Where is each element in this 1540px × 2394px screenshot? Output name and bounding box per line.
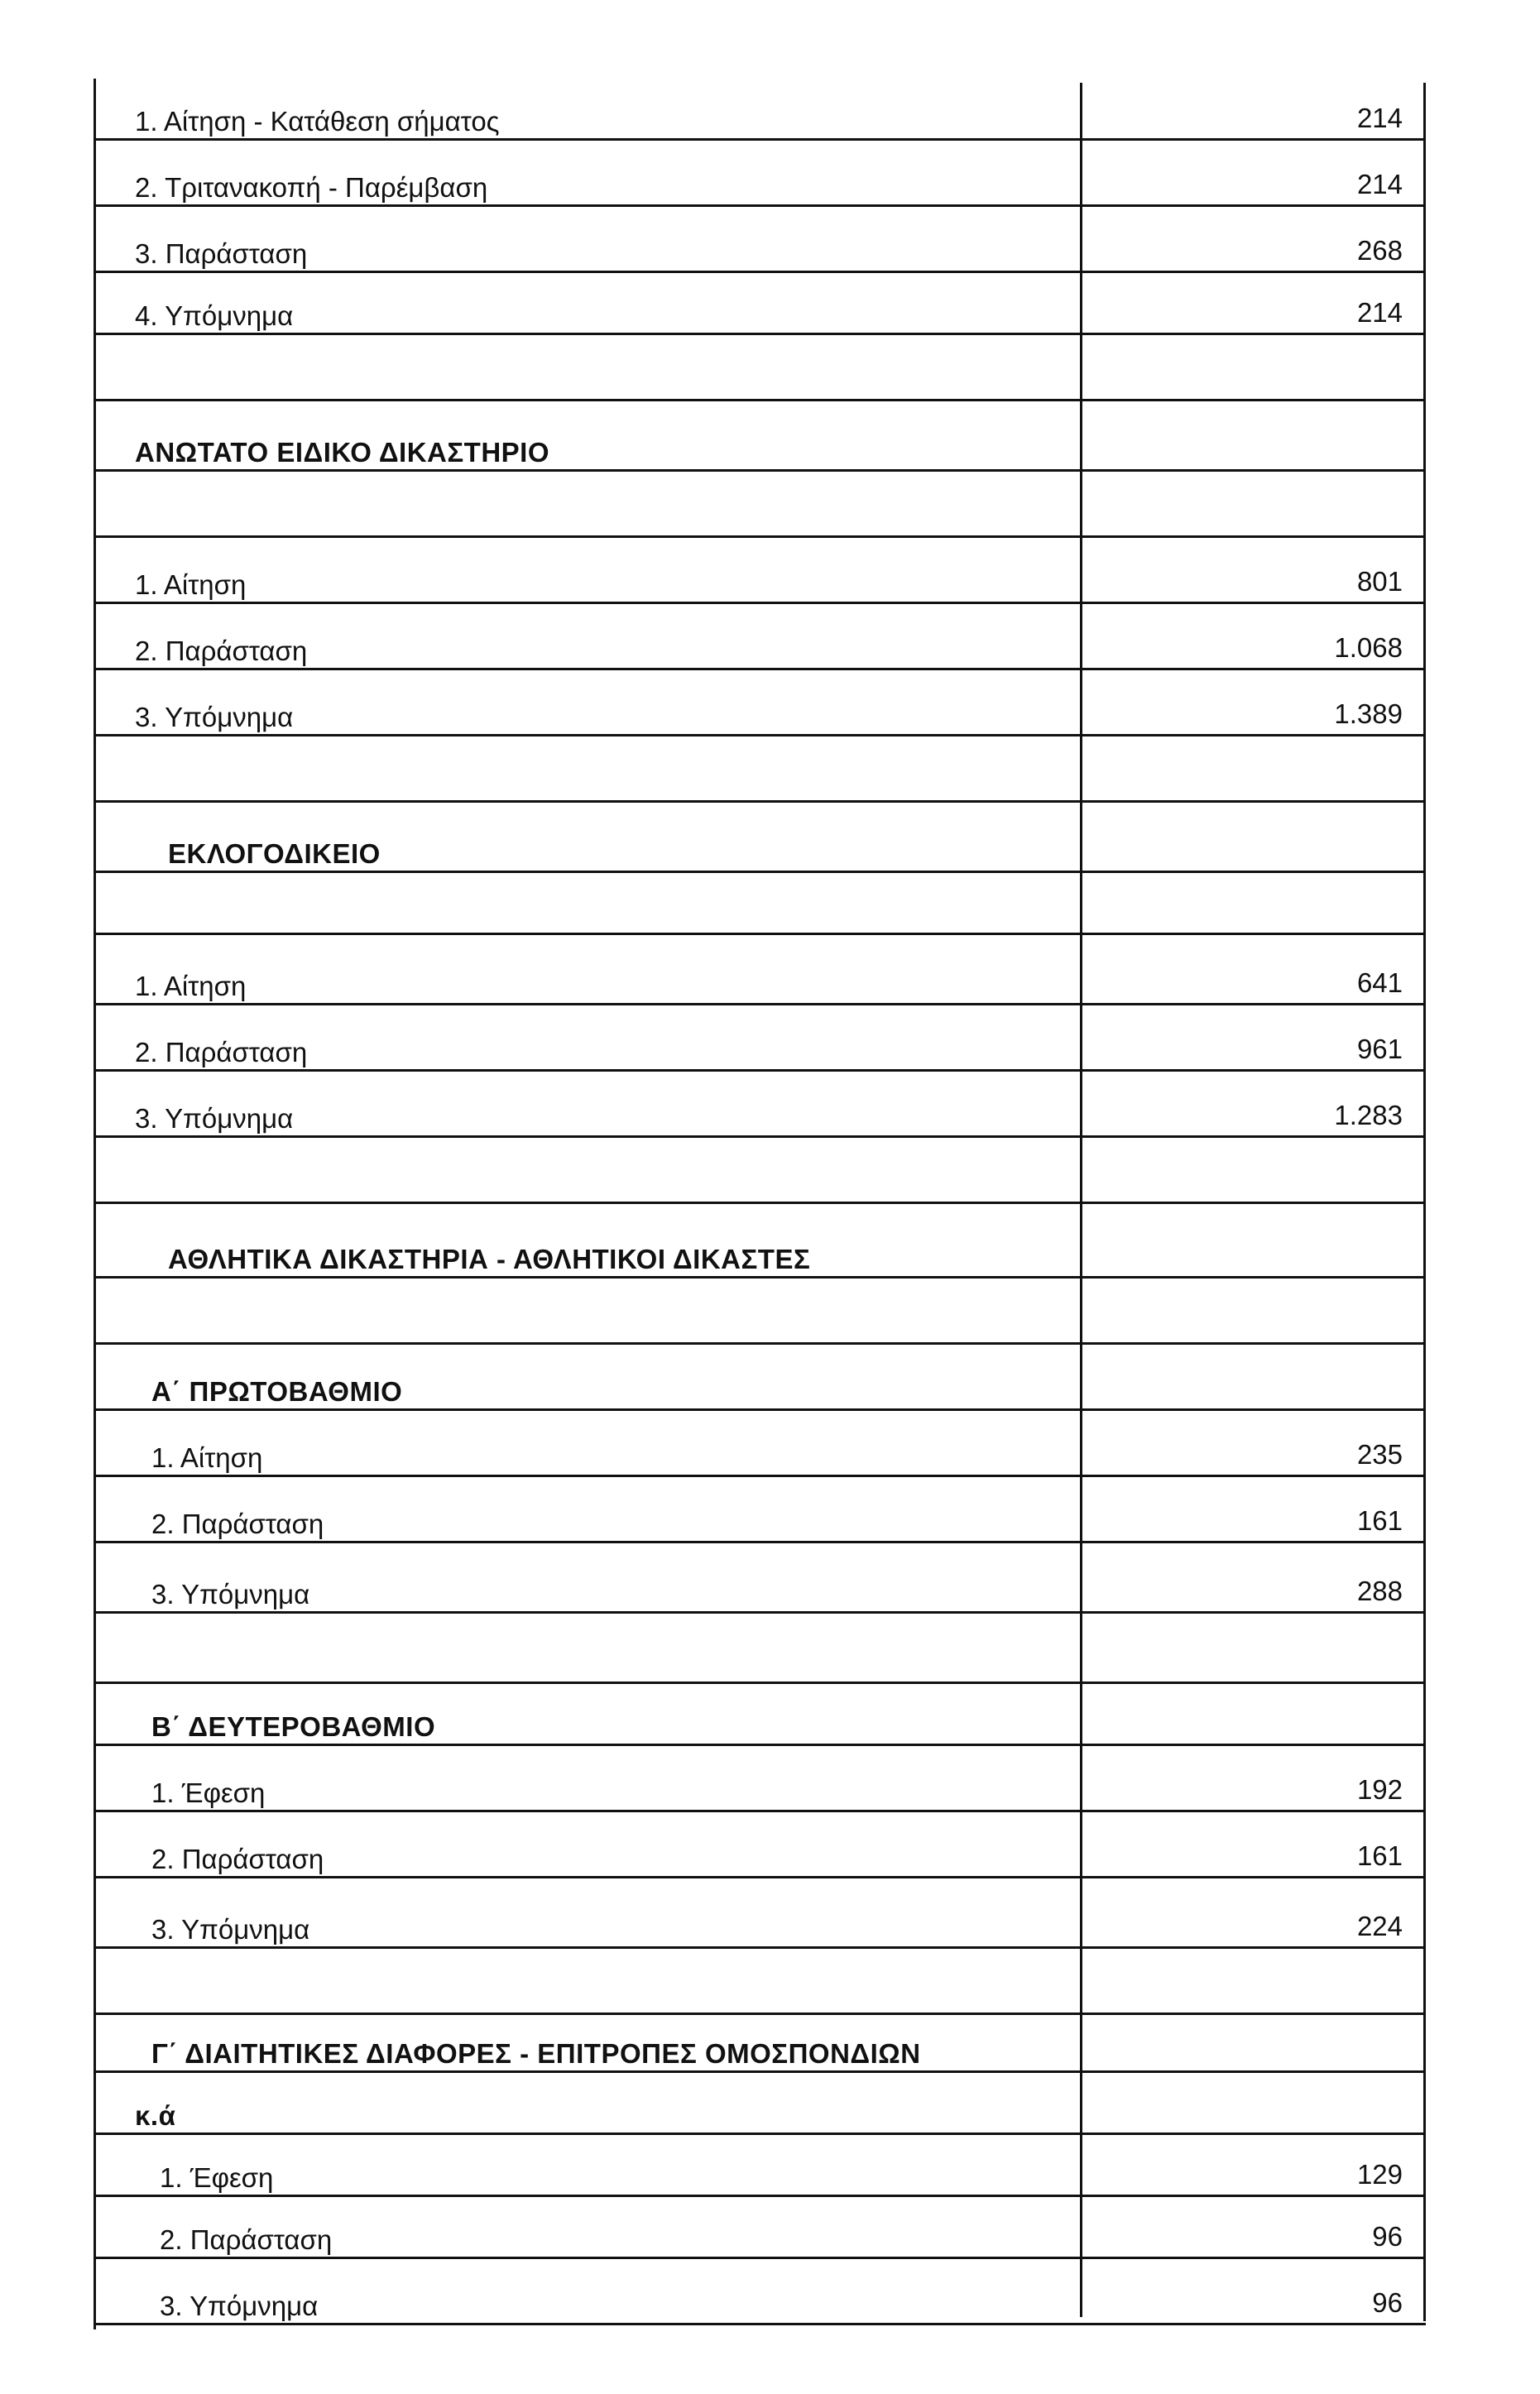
row-label: 1. Αίτηση - Κατάθεση σήματος <box>135 106 500 137</box>
table-row <box>94 273 1426 335</box>
row-label: 3. Υπόμνημα <box>151 1579 310 1610</box>
table-row <box>94 1072 1426 1138</box>
section-heading-row <box>94 2073 1426 2135</box>
table-row <box>94 141 1426 207</box>
table-row <box>94 604 1426 670</box>
row-value: 268 <box>1356 235 1403 266</box>
row-label: 2. Τριτανακοπή - Παρέμβαση <box>135 172 488 203</box>
row-value: 235 <box>1356 1439 1403 1470</box>
table-row <box>94 207 1426 273</box>
row-value: 214 <box>1356 169 1403 199</box>
row-label: 4. Υπόμνημα <box>135 300 294 331</box>
table-row <box>94 2259 1426 2325</box>
row-label: 1. Αίτηση <box>135 971 247 1001</box>
empty-row <box>94 736 1426 803</box>
row-label: 2. Παράσταση <box>135 1037 308 1067</box>
row-rule <box>94 2323 1426 2325</box>
row-value: 214 <box>1356 297 1403 328</box>
table-row <box>94 1812 1426 1878</box>
table-row <box>94 2197 1426 2259</box>
row-label: 2. Παράσταση <box>151 1844 324 1874</box>
section-heading-row <box>94 1684 1426 1746</box>
row-value: 801 <box>1356 566 1403 597</box>
section-heading-row <box>94 803 1426 873</box>
row-value: 961 <box>1356 1034 1403 1064</box>
row-label: 2. Παράσταση <box>151 1509 324 1539</box>
row-value: 288 <box>1356 1576 1403 1606</box>
empty-row <box>94 873 1426 935</box>
row-label: 1. Αίτηση <box>135 569 247 600</box>
row-value: 161 <box>1356 1840 1403 1871</box>
section-heading: Γ΄ ΔΙΑΙΤΗΤΙΚΕΣ ΔΙΑΦΟΡΕΣ - ΕΠΙΤΡΟΠΕΣ ΟΜΟΣΠΟΝΔΙΩΝ <box>151 2038 921 2069</box>
row-label: 3. Υπόμνημα <box>160 2291 319 2321</box>
row-label: 1. Αίτηση <box>151 1442 263 1473</box>
table-row <box>94 1477 1426 1543</box>
row-label: 1. Έφεση <box>160 2162 274 2193</box>
row-label: 3. Υπόμνημα <box>135 702 294 732</box>
row-label: 3. Υπόμνημα <box>151 1914 310 1945</box>
row-value: 214 <box>1356 103 1403 133</box>
section-heading: ΕΚΛΟΓΟΔΙΚΕΙΟ <box>168 838 381 869</box>
row-value: 641 <box>1356 967 1403 998</box>
table-row <box>94 935 1426 1005</box>
empty-row <box>94 472 1426 538</box>
section-heading: Β΄ ΔΕΥΤΕΡΟΒΑΘΜΙΟ <box>151 1711 436 1742</box>
table-row <box>94 1411 1426 1477</box>
row-value: 224 <box>1356 1911 1403 1941</box>
row-value: 1.283 <box>1334 1100 1403 1130</box>
row-label: 2. Παράσταση <box>160 2224 333 2255</box>
section-heading-row <box>94 401 1426 472</box>
table-row <box>94 2135 1426 2197</box>
row-value: 161 <box>1356 1505 1403 1536</box>
section-heading-row <box>94 2015 1426 2073</box>
row-value: 192 <box>1356 1774 1403 1805</box>
row-value: 96 <box>1372 2221 1403 2252</box>
section-heading-row <box>94 1345 1426 1411</box>
table-row <box>94 1878 1426 1949</box>
table-row <box>94 1005 1426 1072</box>
row-label: 3. Υπόμνημα <box>135 1103 294 1134</box>
empty-row <box>94 1949 1426 2015</box>
row-label: 3. Παράσταση <box>135 238 308 269</box>
empty-row <box>94 335 1426 401</box>
table-row <box>94 83 1426 141</box>
row-label: 1. Έφεση <box>151 1778 266 1808</box>
section-heading: κ.ά <box>135 2100 176 2131</box>
table-row <box>94 538 1426 604</box>
section-heading: ΑΘΛΗΤΙΚΑ ΔΙΚΑΣΤΗΡΙΑ - ΑΘΛΗΤΙΚΟΙ ΔΙΚΑΣΤΕΣ <box>168 1244 811 1274</box>
row-value: 1.068 <box>1334 632 1403 663</box>
table-row <box>94 1543 1426 1614</box>
empty-row <box>94 1138 1426 1204</box>
row-value: 96 <box>1372 2287 1403 2318</box>
table-row <box>94 1746 1426 1812</box>
table-row <box>94 670 1426 736</box>
row-label: 2. Παράσταση <box>135 636 308 666</box>
section-heading: Α΄ ΠΡΩΤΟΒΑΘΜΙΟ <box>151 1376 403 1407</box>
row-value: 129 <box>1356 2159 1403 2190</box>
section-heading-row <box>94 1204 1426 1279</box>
empty-row <box>94 1614 1426 1684</box>
empty-row <box>94 1279 1426 1345</box>
section-heading: ΑΝΩΤΑΤΟ ΕΙΔΙΚΟ ΔΙΚΑΣΤΗΡΙΟ <box>135 437 550 468</box>
row-value: 1.389 <box>1334 698 1403 729</box>
